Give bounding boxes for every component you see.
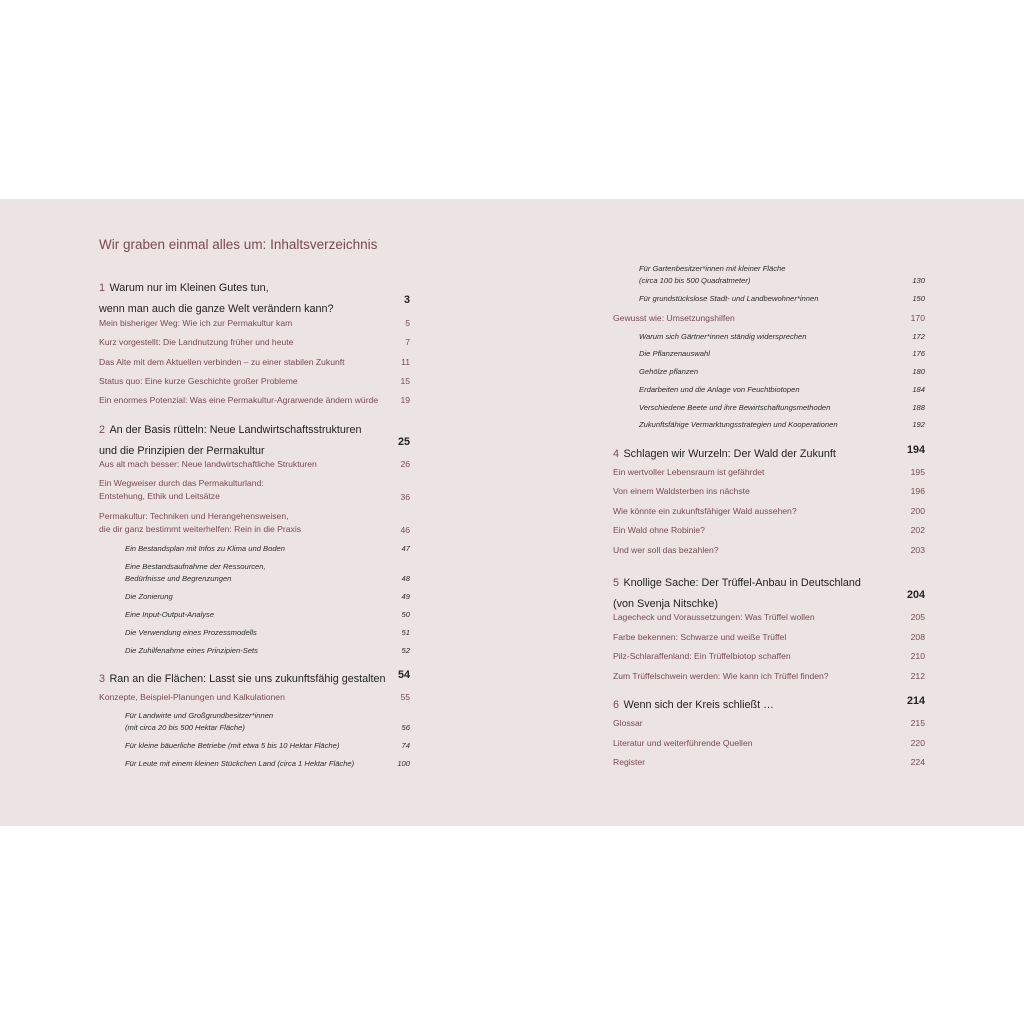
chapter-number: 4	[613, 448, 620, 460]
section-title: Pilz-Schlaraffenland: Ein Trüffelbiotop schaffen	[613, 651, 791, 661]
subsection-page: 48	[401, 574, 410, 583]
chapter-title-cont: (von Svenja Nitschke)	[613, 598, 719, 610]
subsection-title-cont: (circa 100 bis 500 Quadratmeter)	[639, 276, 751, 285]
chapter-page: 3	[403, 294, 410, 306]
toc-section[interactable]	[613, 545, 926, 555]
section-title: Mein bisheriger Weg: Wie ich zur Permakultur kam	[99, 318, 293, 328]
section-page: 36	[400, 492, 410, 502]
subsection-title: Verschiedene Beete und ihre Bewirtschaftungsmethoden	[639, 403, 831, 412]
section-page: 200	[910, 506, 925, 516]
chapter-number: 2	[99, 424, 106, 436]
subsection-title-cont: Bedürfnisse und Begrenzungen	[125, 574, 232, 583]
subsection-page: 74	[401, 741, 410, 750]
chapter-title: Wenn sich der Kreis schließt …	[623, 699, 774, 711]
subsection-page: 51	[401, 628, 410, 637]
toc-section[interactable]	[613, 486, 926, 496]
toc-section[interactable]	[613, 757, 926, 767]
section-page: 19	[400, 395, 410, 405]
toc-section[interactable]	[613, 671, 926, 681]
chapter-title: Knollige Sache: Der Trüffel-Anbau in Deutschland	[623, 577, 861, 589]
toc-section[interactable]	[613, 738, 926, 748]
chapter-page: 204	[906, 589, 925, 601]
subsection-title: Eine Bestandsaufnahme der Ressourcen,	[125, 562, 266, 571]
toc-subsection[interactable]	[639, 403, 926, 412]
toc-section[interactable]	[613, 612, 926, 622]
section-page: 195	[910, 467, 925, 477]
section-title: Zum Trüffelschwein werden: Wie kann ich Trüffel finden?	[613, 671, 829, 681]
section-page: 220	[910, 738, 925, 748]
toc-subsection[interactable]	[639, 420, 926, 429]
subsection-title: Die Verwendung eines Prozessmodells	[125, 628, 257, 637]
subsection-page: 184	[912, 385, 925, 394]
section-title: Ein Wegweiser durch das Permakulturland:	[99, 478, 264, 488]
section-page: 11	[401, 357, 410, 367]
chapter-title: Warum nur im Kleinen Gutes tun,	[109, 282, 269, 294]
subsection-page: 130	[912, 276, 925, 285]
section-page: 26	[400, 459, 410, 469]
section-title: Register	[613, 757, 645, 767]
section-title: Konzepte, Beispiel-Planungen und Kalkulationen	[99, 692, 285, 702]
section-title: Ein Wald ohne Robinie?	[613, 525, 705, 535]
subsection-title: Warum sich Gärtner*innen ständig widersprechen	[639, 332, 807, 341]
section-title: Von einem Waldsterben ins nächste	[613, 486, 750, 496]
chapter-number: 1	[99, 282, 106, 294]
toc-section[interactable]	[613, 467, 926, 477]
section-page: 15	[400, 376, 410, 386]
section-page: 196	[910, 486, 925, 496]
section-page: 170	[910, 313, 925, 323]
subsection-page: 188	[912, 403, 925, 412]
section-title: Lagecheck und Voraussetzungen: Was Trüffel wollen	[613, 612, 815, 622]
subsection-title: Zukunftsfähige Vermarktungsstrategien und Kooperationen	[639, 420, 838, 429]
subsection-title: Die Zonierung	[125, 592, 173, 601]
section-title: Glossar	[613, 718, 643, 728]
section-page: 46	[400, 525, 410, 535]
chapter-page: 25	[397, 436, 410, 448]
subsection-title: Für Gartenbesitzer*innen mit kleiner Fläche	[639, 264, 786, 273]
section-title-cont: die dir ganz bestimmt weiterhelfen: Rein in die Praxis	[99, 524, 302, 534]
subsection-page: 192	[912, 420, 925, 429]
subsection-title-cont: (mit circa 20 bis 500 Hektar Fläche)	[125, 723, 245, 732]
subsection-title: Die Pflanzenauswahl	[639, 349, 710, 358]
toc-subsection[interactable]	[639, 349, 926, 358]
toc-section[interactable]	[613, 632, 926, 642]
toc-subsection[interactable]	[639, 264, 926, 285]
chapter-title: Ran an die Flächen: Lasst sie uns zukunftsfähig gestalten	[109, 673, 386, 685]
subsection-title: Für Leute mit einem kleinen Stückchen Land (circa 1 Hektar Fläche)	[125, 759, 355, 768]
toc-subsection[interactable]	[639, 367, 926, 376]
toc-section[interactable]	[613, 718, 926, 728]
toc-subsection[interactable]	[639, 294, 926, 303]
section-title: Und wer soll das bezahlen?	[613, 545, 719, 555]
subsection-page: 150	[912, 294, 925, 303]
chapter-6-entry[interactable]	[613, 695, 926, 713]
subsection-title: Für kleine bäuerliche Betriebe (mit etwa 5 bis 10 Hektar Fläche)	[125, 741, 340, 750]
subsection-page: 172	[912, 332, 925, 341]
chapter-number: 3	[99, 673, 106, 685]
subsection-page: 100	[397, 759, 410, 768]
section-page: 208	[910, 632, 925, 642]
subsection-page: 52	[401, 646, 410, 655]
section-page: 224	[910, 757, 925, 767]
section-title: Das Alte mit dem Aktuellen verbinden – zu einer stabilen Zukunft	[99, 357, 345, 367]
subsection-title: Ein Bestandsplan mit Infos zu Klima und Boden	[125, 544, 285, 553]
chapter-page: 214	[906, 695, 925, 707]
section-title-cont: Entstehung, Ethik und Leitsätze	[99, 491, 220, 501]
section-page: 215	[910, 718, 925, 728]
toc-section[interactable]	[613, 313, 926, 323]
subsection-page: 47	[401, 544, 410, 553]
chapter-page: 54	[397, 669, 410, 681]
section-title: Farbe bekennen: Schwarze und weiße Trüffel	[613, 632, 787, 642]
subsection-title: Die Zuhilfenahme eines Prinzipien-Sets	[125, 646, 258, 655]
section-title: Ein enormes Potenzial: Was eine Permakultur-Agrarwende ändern würde	[99, 395, 379, 405]
section-page: 203	[910, 545, 925, 555]
chapter-page: 194	[906, 444, 925, 456]
section-page: 210	[910, 651, 925, 661]
chapter-4-entry[interactable]	[613, 444, 926, 462]
subsection-title: Für grundstückslose Stadt- und Landbewohner*innen	[639, 294, 819, 303]
chapter-5-entry[interactable]	[613, 573, 926, 612]
section-page: 202	[910, 525, 925, 535]
subsection-title: Für Landwirte und Großgrundbesitzer*innen	[125, 711, 274, 720]
section-title: Permakultur: Techniken und Herangehensweisen,	[99, 511, 289, 521]
chapter-title-cont: wenn man auch die ganze Welt verändern kann?	[99, 303, 334, 315]
subsection-title: Gehölze pflanzen	[639, 367, 699, 376]
page-title: Wir graben einmal alles um: Inhaltsverzeichnis	[99, 237, 378, 252]
section-page: 205	[910, 612, 925, 622]
toc-section[interactable]	[613, 506, 926, 516]
section-title: Wie könnte ein zukunftsfähiger Wald aussehen?	[613, 506, 797, 516]
toc-subsection[interactable]	[639, 332, 926, 341]
subsection-title: Eine Input-Output-Analyse	[125, 610, 215, 619]
subsection-page: 176	[912, 349, 925, 358]
section-title: Gewusst wie: Umsetzungshilfen	[613, 313, 735, 323]
section-page: 55	[400, 692, 410, 702]
subsection-page: 180	[912, 367, 925, 376]
subsection-page: 50	[401, 610, 410, 619]
subsection-title: Erdarbeiten und die Anlage von Feuchtbiotopen	[639, 385, 800, 394]
toc-section[interactable]	[613, 651, 926, 661]
chapter-number: 5	[613, 577, 620, 589]
section-title: Status quo: Eine kurze Geschichte großer Probleme	[99, 376, 298, 386]
section-page: 7	[405, 337, 410, 347]
subsection-page: 49	[401, 592, 410, 601]
section-title: Ein wertvoller Lebensraum ist gefährdet	[613, 467, 765, 477]
section-page: 5	[405, 318, 410, 328]
section-page: 212	[910, 671, 925, 681]
section-title: Kurz vorgestellt: Die Landnutzung früher und heute	[99, 337, 294, 347]
subsection-page: 56	[401, 723, 410, 732]
section-title: Aus alt mach besser: Neue landwirtschaftliche Strukturen	[99, 459, 317, 469]
section-title: Literatur und weiterführende Quellen	[613, 738, 753, 748]
chapter-number: 6	[613, 699, 620, 711]
chapter-title: Schlagen wir Wurzeln: Der Wald der Zukunft	[623, 448, 836, 460]
toc-section[interactable]	[613, 525, 926, 535]
toc-subsection[interactable]	[639, 385, 926, 394]
chapter-title-cont: und die Prinzipien der Permakultur	[99, 445, 265, 457]
chapter-title: An der Basis rütteln: Neue Landwirtschaftsstrukturen	[109, 424, 362, 436]
